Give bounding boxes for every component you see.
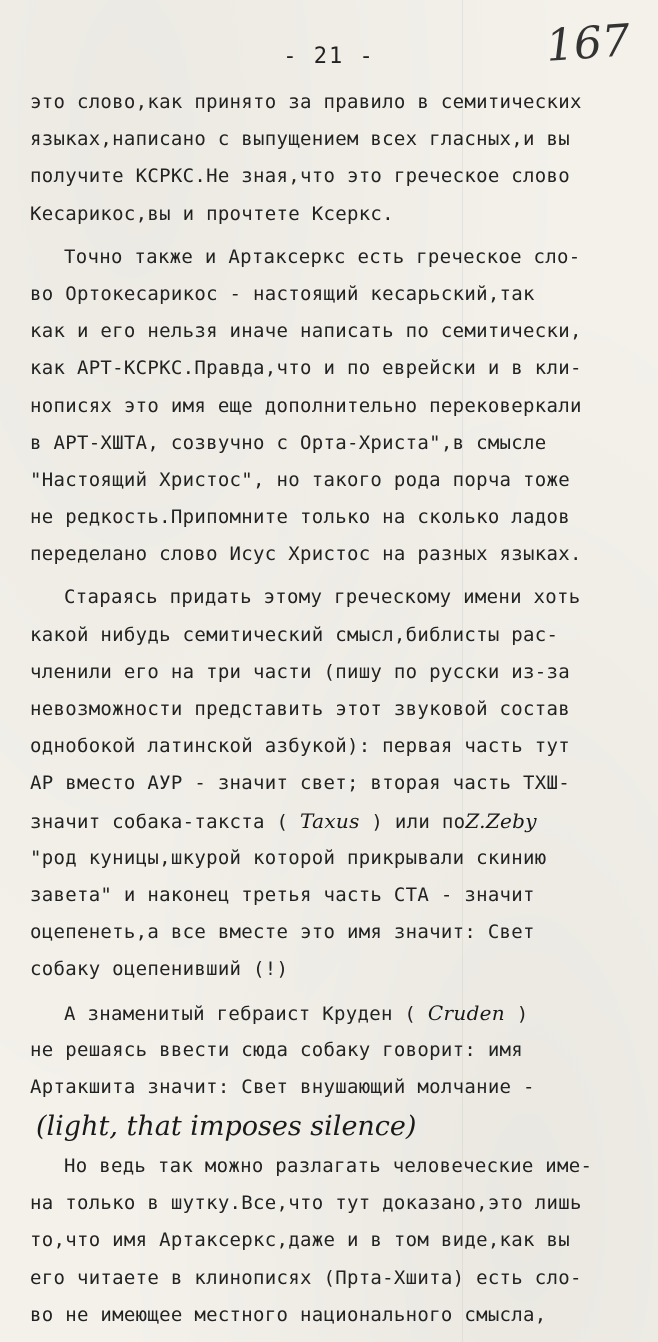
text-segment: ) или по: [371, 810, 466, 833]
text-line: не редкость.Припомните только на сколько ладов: [30, 506, 570, 529]
text-line: какой нибудь семитический смысл,библисты рас-: [30, 623, 559, 646]
text-line: это слово,как принято за правило в семитических: [30, 91, 582, 113]
handwritten-archive-number: 167: [544, 15, 632, 72]
text-line: собаку оцепенивший (!): [30, 958, 289, 981]
text-line: как и его нельзя иначе написать по семитически,: [30, 320, 582, 343]
text-line: "Настоящий Христос", но такого рода порча тоже: [30, 468, 570, 491]
text-line: переделано слово Исус Христос на разных языках.: [30, 543, 582, 566]
text-line: его читаете в клинописях (Прта-Хшита) есть сло-: [30, 1266, 582, 1289]
text-line: Стараясь придать этому греческому имени хоть: [64, 586, 581, 609]
text-segment: ): [516, 1002, 529, 1025]
text-line-with-annotation: [30, 803, 650, 840]
handwritten-translation: (light, that imposes silence): [36, 1111, 417, 1143]
text-line: на только в шутку.Все,что тут доказано,это лишь: [30, 1192, 582, 1215]
text-line: получите КСРКС.Не зная,что это греческое слово: [30, 165, 570, 188]
text-line: завета" и наконец третья часть СТА - значит: [30, 883, 535, 906]
text-line: в АРТ-ХШТА, созвучно с Орта-Христа",в смысле: [30, 431, 547, 454]
text-segment: значит собака-такста (: [30, 810, 289, 833]
page-number: - 21 -: [283, 44, 375, 69]
text-line: Точно также и Артаксеркс есть греческое сло-: [64, 245, 581, 268]
text-line: невозможности представить этот звуковой состав: [30, 698, 570, 720]
text-line: АР вместо АУР - значит свет; вторая часть ТХШ-: [30, 772, 570, 795]
handwritten-annotation: Cruden: [427, 1000, 505, 1025]
text-line: не решаясь ввести сюда собаку говорит: имя: [30, 1038, 524, 1061]
handwritten-annotation: Z.Zeby: [465, 808, 537, 833]
text-line: Кесарикос,вы и прочтете Ксеркс.: [30, 202, 394, 225]
text-line: во не имеющее местного национального смысла,: [30, 1303, 547, 1326]
text-line: во Ортокесарикос - настоящий кесарьский,так: [30, 282, 535, 305]
text-line: однобокой латинской азбукой): первая часть тут: [30, 735, 570, 758]
body-text: [30, 84, 650, 1334]
text-segment: А знаменитый гебраист Круден (: [64, 1002, 417, 1025]
text-line: Артакшита значит: Свет внушающий молчание -: [30, 1075, 535, 1098]
text-line: Но ведь так можно разлагать человеческие име-: [64, 1155, 593, 1178]
text-line: языках,написано с выпущением всех гласных,и вы: [30, 128, 570, 151]
text-line: "род куницы,шкурой которой прикрывали скинию: [30, 846, 547, 869]
text-line-with-annotation: [30, 995, 650, 1032]
text-line: то,что имя Артаксеркс,даже и в том виде,как вы: [30, 1229, 570, 1252]
text-line: членили его на три части (пишу по русски из-за: [30, 660, 570, 683]
handwritten-annotation: Taxus: [300, 808, 360, 833]
text-line: нописях это имя еще дополнительно перековеркали: [30, 394, 582, 417]
text-line: оцепенеть,а все вместе это имя значит: Свет: [30, 921, 535, 944]
text-line: как АРТ-КСРКС.Правда,что и по еврейски и в кли-: [30, 357, 582, 380]
